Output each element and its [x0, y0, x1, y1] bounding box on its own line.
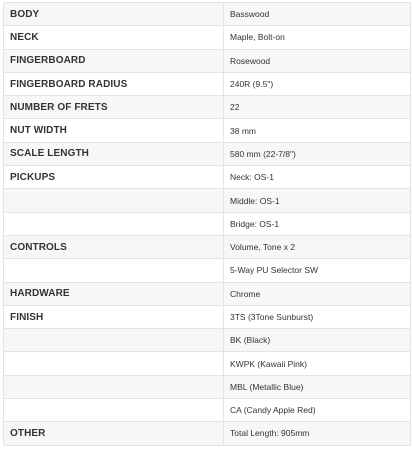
spec-label [4, 259, 224, 282]
spec-row [4, 166, 411, 189]
spec-label [4, 329, 224, 352]
spec-label [4, 399, 224, 422]
spec-row [4, 375, 411, 398]
spec-label: CONTROLS [4, 235, 224, 258]
spec-label: BODY [4, 3, 224, 26]
spec-table [3, 2, 411, 446]
spec-value: Rosewood [224, 49, 411, 72]
spec-label: FINGERBOARD RADIUS [4, 72, 224, 95]
spec-value: 5-Way PU Selector SW [224, 259, 411, 282]
spec-row [4, 329, 411, 352]
spec-value: CA (Candy Apple Red) [224, 399, 411, 422]
spec-value: KWPK (Kawaii Pink) [224, 352, 411, 375]
spec-value: 38 mm [224, 119, 411, 142]
spec-row [4, 189, 411, 212]
spec-row [4, 96, 411, 119]
spec-value: Neck: OS-1 [224, 166, 411, 189]
spec-label [4, 212, 224, 235]
spec-value: Total Length: 905mm [224, 422, 411, 445]
spec-label [4, 375, 224, 398]
spec-row [4, 49, 411, 72]
spec-row [4, 352, 411, 375]
spec-label: NUMBER OF FRETS [4, 96, 224, 119]
spec-value: Middle: OS-1 [224, 189, 411, 212]
spec-value: Volume, Tone x 2 [224, 235, 411, 258]
spec-label: OTHER [4, 422, 224, 445]
spec-label: FINGERBOARD [4, 49, 224, 72]
spec-value: 580 mm (22-7/8") [224, 142, 411, 165]
spec-value: Bridge: OS-1 [224, 212, 411, 235]
spec-row [4, 399, 411, 422]
spec-value: Basswood [224, 3, 411, 26]
spec-value: BK (Black) [224, 329, 411, 352]
spec-row [4, 282, 411, 305]
spec-label: HARDWARE [4, 282, 224, 305]
spec-label: NUT WIDTH [4, 119, 224, 142]
spec-label: PICKUPS [4, 166, 224, 189]
spec-value: Chrome [224, 282, 411, 305]
spec-label [4, 352, 224, 375]
spec-row [4, 259, 411, 282]
spec-row [4, 235, 411, 258]
spec-row [4, 72, 411, 95]
spec-value: MBL (Metallic Blue) [224, 375, 411, 398]
spec-label: NECK [4, 26, 224, 49]
spec-label [4, 189, 224, 212]
spec-row [4, 3, 411, 26]
spec-row [4, 422, 411, 445]
spec-value: Maple, Bolt-on [224, 26, 411, 49]
spec-value: 3TS (3Tone Sunburst) [224, 305, 411, 328]
spec-row [4, 212, 411, 235]
spec-value: 240R (9.5") [224, 72, 411, 95]
spec-label: SCALE LENGTH [4, 142, 224, 165]
spec-row [4, 142, 411, 165]
spec-value: 22 [224, 96, 411, 119]
spec-row [4, 119, 411, 142]
spec-label: FINISH [4, 305, 224, 328]
spec-row [4, 26, 411, 49]
spec-table-body [4, 3, 411, 446]
spec-row [4, 305, 411, 328]
